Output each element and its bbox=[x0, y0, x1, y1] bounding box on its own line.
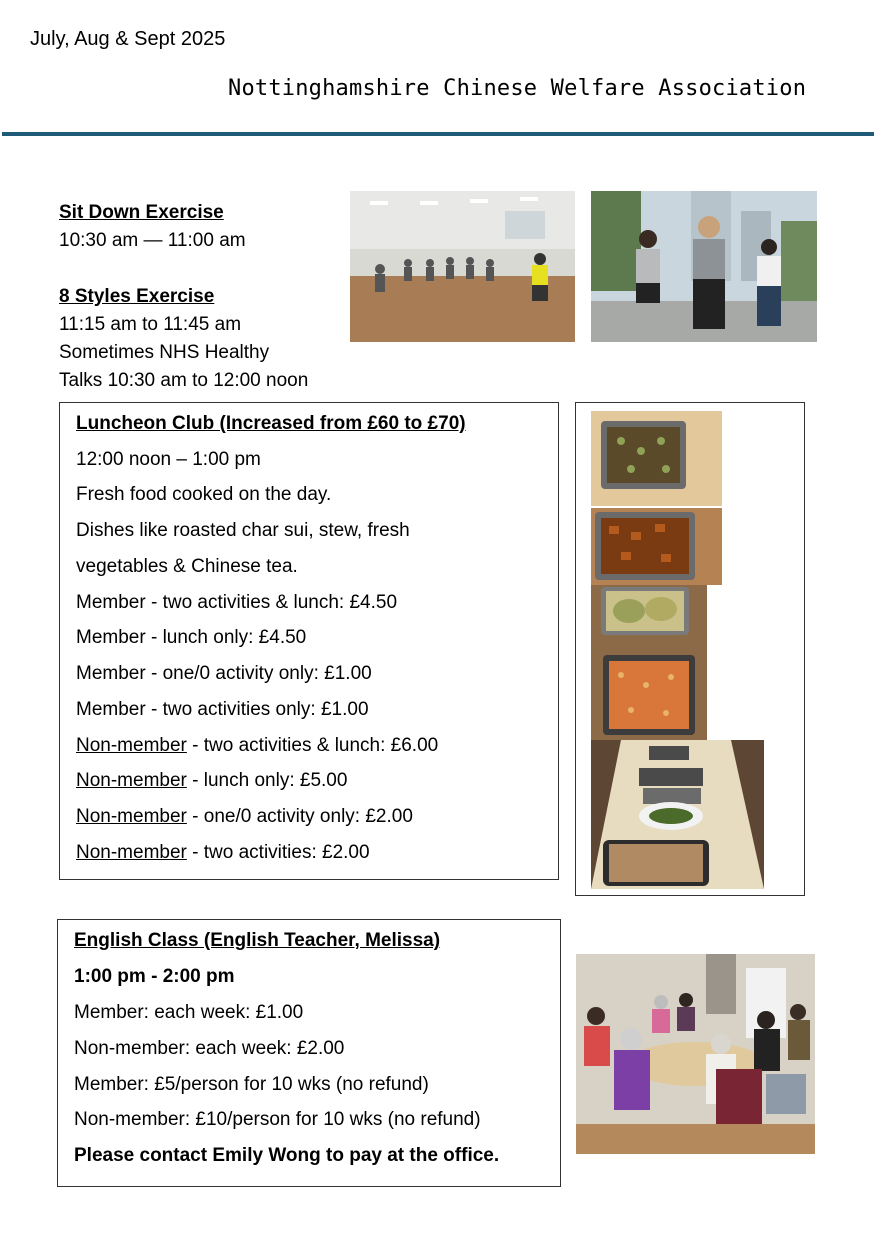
english-fee-line: Member: each week: £1.00 bbox=[74, 1002, 304, 1023]
price-text: - two activities & lunch: £6.00 bbox=[186, 735, 439, 756]
sit-down-exercise-section bbox=[59, 199, 246, 255]
exercise-hall-photo bbox=[350, 191, 575, 342]
price-text: - two activities only: £1.00 bbox=[145, 699, 369, 720]
english-class-box bbox=[57, 919, 561, 1187]
price-who: Member bbox=[76, 699, 146, 720]
eight-styles-note-1: Sometimes NHS Healthy bbox=[59, 342, 270, 363]
eight-styles-exercise-title: 8 Styles Exercise bbox=[59, 286, 215, 307]
organization-name: Nottinghamshire Chinese Welfare Association bbox=[228, 76, 807, 101]
eight-styles-note-2: Talks 10:30 am to 12:00 noon bbox=[59, 370, 309, 391]
price-who: Member bbox=[76, 627, 146, 648]
english-class-title: English Class (English Teacher, Melissa) bbox=[74, 930, 441, 951]
price-row bbox=[76, 699, 369, 721]
english-contact-note: Please contact Emily Wong to pay at the office. bbox=[74, 1145, 500, 1166]
luncheon-desc-2: Dishes like roasted char sui, stew, fresh bbox=[76, 520, 410, 541]
price-row bbox=[76, 770, 347, 792]
price-who: Non-member bbox=[76, 806, 187, 827]
price-who: Member bbox=[76, 663, 146, 684]
price-who: Non-member bbox=[76, 735, 187, 756]
price-text: - two activities: £2.00 bbox=[186, 842, 370, 863]
food-photo-3 bbox=[591, 585, 707, 740]
price-row bbox=[76, 663, 372, 685]
price-row bbox=[76, 592, 397, 614]
luncheon-desc-1: Fresh food cooked on the day. bbox=[76, 484, 332, 505]
food-photo-4 bbox=[591, 740, 764, 889]
price-text: - one/0 activity only: £2.00 bbox=[186, 806, 413, 827]
eight-styles-exercise-section bbox=[59, 283, 308, 395]
english-fee-line: Non-member: £10/person for 10 wks (no refund) bbox=[74, 1109, 481, 1130]
eight-styles-exercise-time: 11:15 am to 11:45 am bbox=[59, 314, 242, 335]
price-row bbox=[76, 735, 438, 757]
price-text: - lunch only: £5.00 bbox=[186, 770, 348, 791]
food-photos-box bbox=[575, 402, 805, 896]
price-who: Member bbox=[76, 592, 146, 613]
english-class-photo bbox=[576, 954, 815, 1154]
sit-down-exercise-title: Sit Down Exercise bbox=[59, 202, 224, 223]
price-who: Non-member bbox=[76, 770, 187, 791]
luncheon-club-title: Luncheon Club (Increased from £60 to £70) bbox=[76, 413, 466, 434]
english-class-time: 1:00 pm - 2:00 pm bbox=[74, 966, 235, 987]
food-photo-1 bbox=[591, 411, 722, 506]
price-text: - one/0 activity only: £1.00 bbox=[145, 663, 372, 684]
price-text: - lunch only: £4.50 bbox=[145, 627, 307, 648]
english-fee-line: Non-member: each week: £2.00 bbox=[74, 1038, 345, 1059]
english-fee-line: Member: £5/person for 10 wks (no refund) bbox=[74, 1074, 429, 1095]
price-row bbox=[76, 806, 413, 828]
luncheon-club-box bbox=[59, 402, 559, 880]
sit-down-exercise-time: 10:30 am — 11:00 am bbox=[59, 230, 246, 251]
tai-chi-photo bbox=[591, 191, 817, 342]
luncheon-club-time: 12:00 noon – 1:00 pm bbox=[76, 449, 261, 470]
price-who: Non-member bbox=[76, 842, 187, 863]
food-photo-2 bbox=[591, 508, 722, 585]
price-row bbox=[76, 842, 370, 864]
price-text: - two activities & lunch: £4.50 bbox=[145, 592, 398, 613]
date-range: July, Aug & Sept 2025 bbox=[30, 28, 226, 50]
price-row bbox=[76, 627, 306, 649]
header-divider bbox=[2, 132, 874, 136]
luncheon-desc-3: vegetables & Chinese tea. bbox=[76, 556, 298, 577]
